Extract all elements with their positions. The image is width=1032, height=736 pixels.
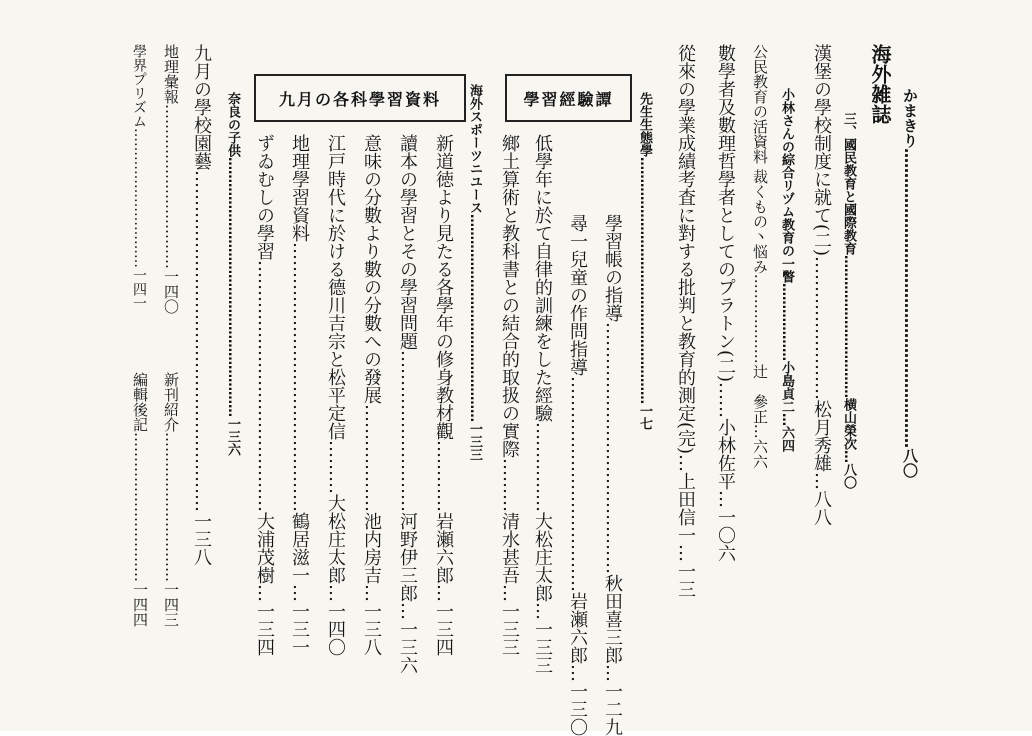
entry-hamburg-schools: 漢堡の學校制度に就て(二)……………………松月秀雄…八八 xyxy=(811,44,832,527)
entry-zuimushi: ずゐむしの學習……………………………………大浦茂樹…一三四 xyxy=(254,134,275,656)
entry-sports-news: 海外スポーツニユース…………………………………………一三三 xyxy=(467,84,482,461)
section-overseas-magazines: 海外雑誌 xyxy=(868,44,892,124)
entry-plato: 數學者及數理哲學者としてのプラトン(二)……小林佐平…一〇六 xyxy=(715,44,736,563)
section-box-kakuka-shiryo: 九月の各科學習資料 xyxy=(254,74,466,122)
entry-kobayashi-rhythm: 小林さんの綜合リヅム教育の一瞥………………小島貞二…六四 xyxy=(779,88,794,452)
entry-henshu-koki: 編輯後記…………………………一四四 xyxy=(131,372,149,627)
entry-shinkan-shokai: 新刊紹介…………………………一四三 xyxy=(162,372,180,627)
entry-jiritsu-kunren: 低學年に於て自律的訓練をした經驗……………大松庄太郎…一三三 xyxy=(532,134,553,674)
entry-sakumon: 尋一兒童の作問指導………………………………岩瀬六郎…一三〇 xyxy=(567,214,588,736)
entry-gakushucho: 學習帳の指導……………………………………秋田喜三郎…一二九 xyxy=(602,214,623,736)
section-box-gakushu-keiken: 學習經驗譚 xyxy=(505,74,632,122)
entry-sensei-seitai: 先生生態學…………………………………………………一七 xyxy=(637,92,652,430)
entry-gakkai-prism: 學界プリズム…………………………一四一 xyxy=(131,44,147,310)
entry-chiri-shiryo: 地理學習資料………………………………………鶴居滋一…一三一 xyxy=(289,134,310,656)
entry-kyodo-sanjutsu: 鄉土算術と教科書との結合的取扱の實際………清水甚吾…一三三 xyxy=(499,134,520,656)
entry-tokuhon: 讀本の學習とその學習問題………………………河野伊三郎…一三六 xyxy=(397,134,418,674)
entry-seiseki-kousa: 從來の學業成績考査に對する批判と教育的測定(完)…上田信一…一三 xyxy=(675,44,696,599)
entry-gakko-engei: 九月の學校園藝…………………………………………………一三八 xyxy=(191,44,212,566)
entry-koumin-shiryo: 公民教育の活資料 裁くもの丶悩み………………辻 參正…六六 xyxy=(751,44,769,469)
entry-kokumin-kyoiku: 三、國民教育と國際教育……………………………横山榮次…八〇 xyxy=(841,112,856,489)
entry-nara-kodomo: 奈良の子供……………………………………………………一三六 xyxy=(225,92,240,456)
entry-edo-jidai: 江戸時代に於ける德川吉宗と松平定信………大松庄太郎…一四〇 xyxy=(325,134,346,656)
entry-kamakiri: かまきり……………………………………………………八〇 xyxy=(901,88,919,478)
entry-chiri-iho: 地理彙報……………………………一四〇 xyxy=(162,44,180,314)
entry-shinyu-kyozai: 新道徳より見たる各學年の修身教材觀…………岩瀬六郎…一三四 xyxy=(433,134,454,656)
entry-bunsu: 意味の分數より數の分數への發展………………池内房吉…一三八 xyxy=(361,134,382,656)
